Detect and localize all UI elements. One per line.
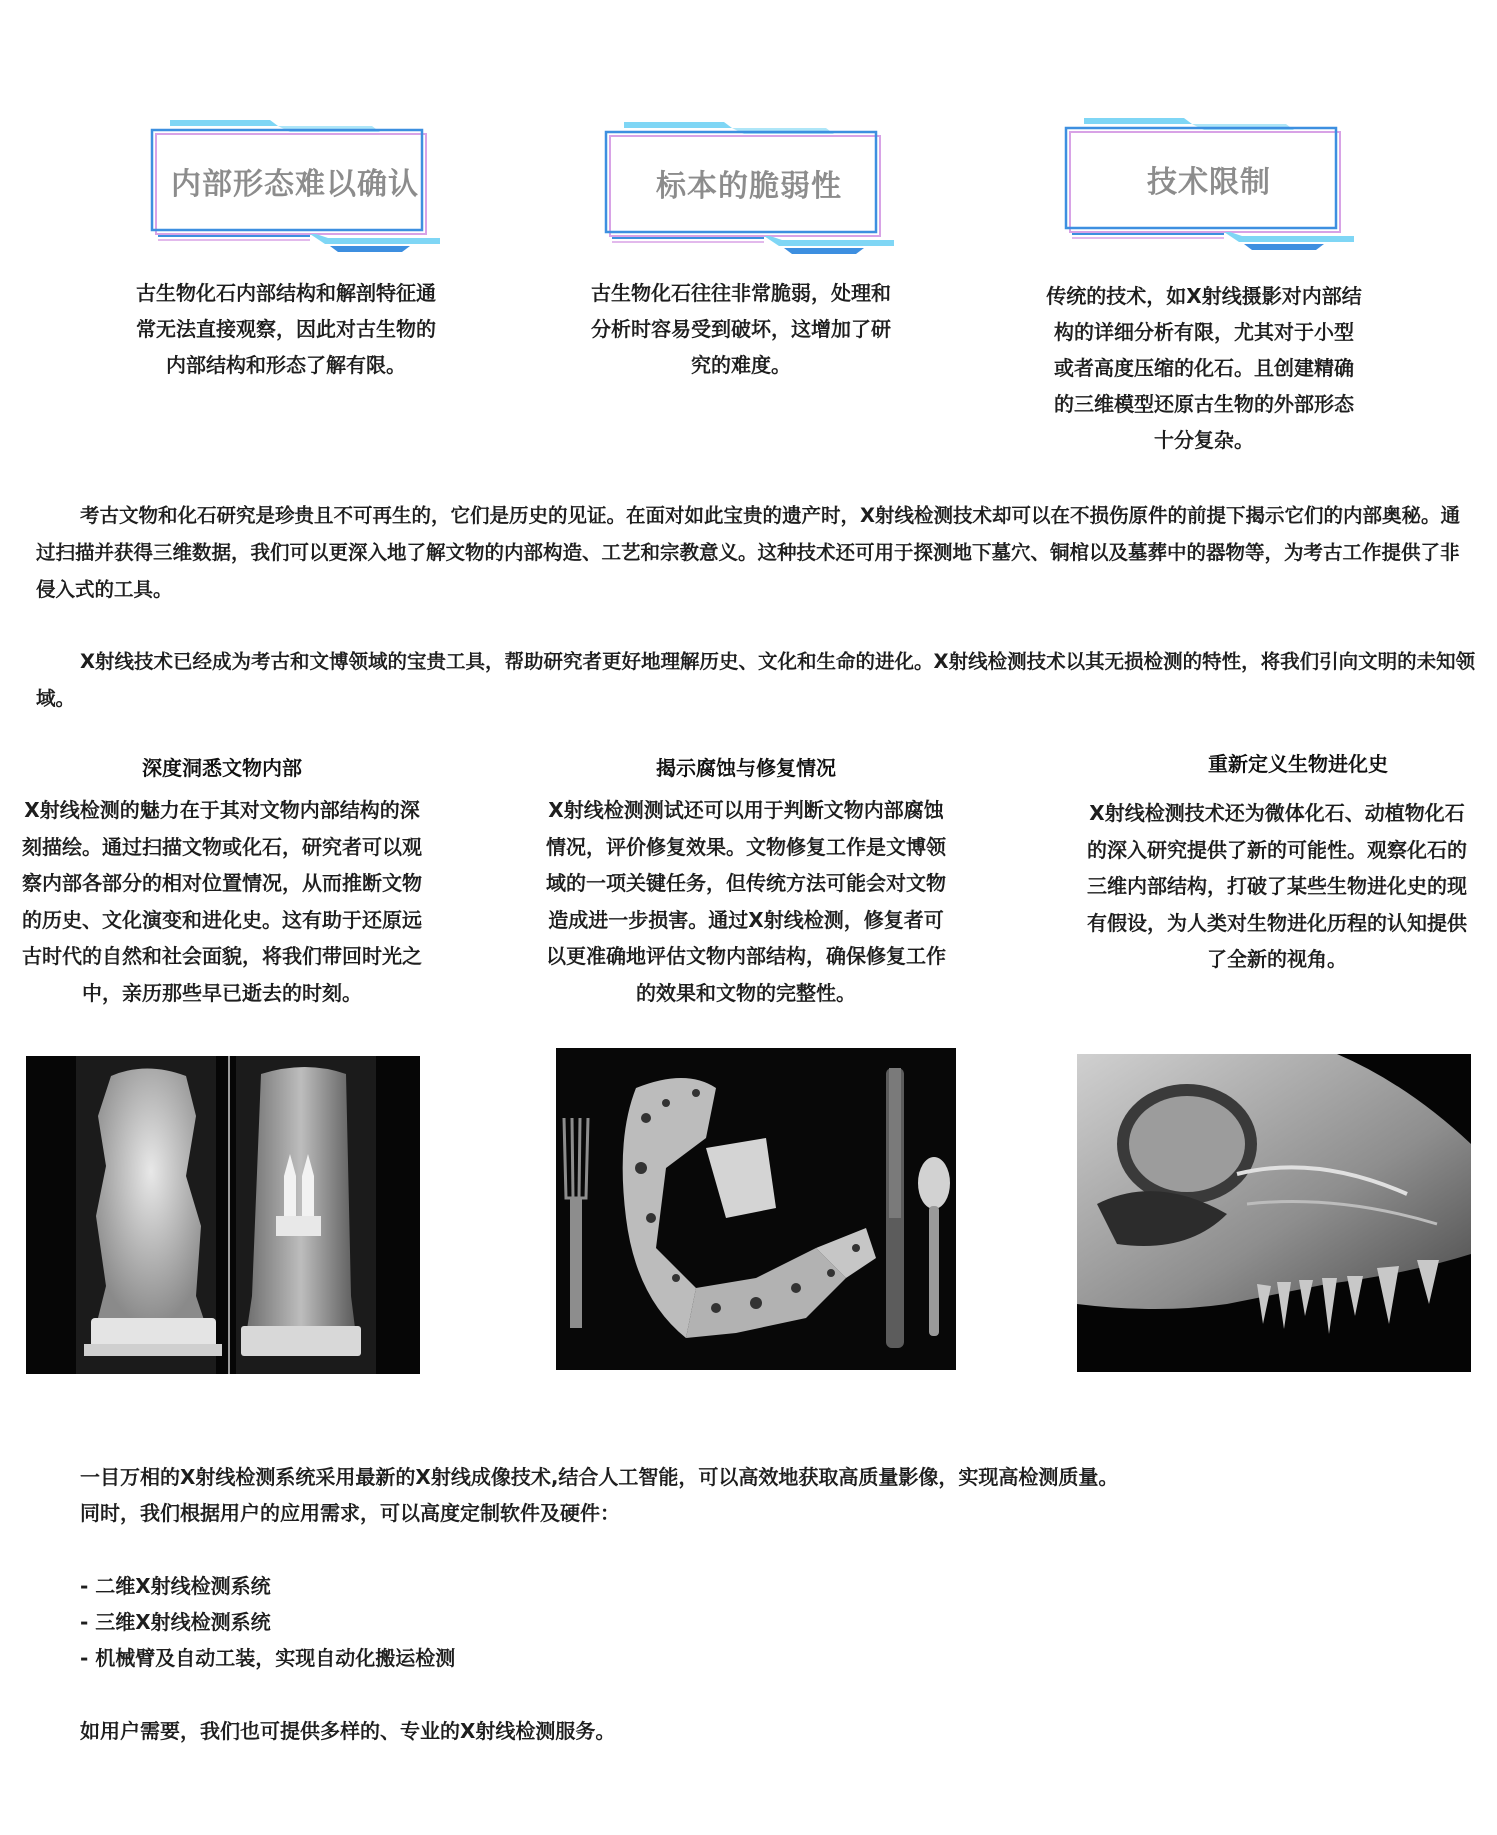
section-title-3: 重新定义生物进化史 xyxy=(1208,752,1388,776)
bottom-list-item-3: - 机械臂及自动工装，实现自动化搬运检测 xyxy=(80,1646,456,1670)
section-desc-1: X射线检测的魅力在于其对文物内部结构的深刻描绘。通过扫描文物或化石，研究者可以观察内部各部分的相对位置情况，从而推断文物的历史、文化演变和进化史。这有助于还原远古时代的自然和社会面貌，将我们带回时光之中，亲历那些早已逝去的时刻。 xyxy=(22,798,422,1005)
challenge-desc-3: 传统的技术，如X射线摄影对内部结构的详细分析有限，尤其对于小型或者高度压缩的化石。且创建精确的三维模型还原古生物的外部形态十分复杂。 xyxy=(1046,284,1362,452)
challenge-desc-2: 古生物化石往往非常脆弱，处理和分析时容易受到破坏，这增加了研究的难度。 xyxy=(591,281,891,377)
bottom-list-item-1: - 二维X射线检测系统 xyxy=(80,1574,271,1598)
bottom-list-item-2: - 三维X射线检测系统 xyxy=(80,1610,271,1634)
xray-plate-graphic xyxy=(556,1048,956,1370)
section-desc-2: X射线检测测试还可以用于判断文物内部腐蚀情况，评价修复效果。文物修复工作是文博领域的一项关键任务，但传统方法可能会对文物造成进一步损害。通过X射线检测，修复者可以更准确地评估文物内部结构，确保修复工作的效果和文物的完整性。 xyxy=(546,798,946,1005)
section-desc-3: X射线检测技术还为微体化石、动植物化石的深入研究提供了新的可能性。观察化石的三维内部结构，打破了某些生物进化史的现有假设，为人类对生物进化历程的认知提供了全新的视角。 xyxy=(1087,801,1467,971)
challenge-frame-3 xyxy=(1064,116,1354,252)
xray-artifact-image xyxy=(26,1056,420,1374)
section-title-2: 揭示腐蚀与修复情况 xyxy=(656,756,836,780)
bottom-closing: 如用户需要，我们也可提供多样的、专业的X射线检测服务。 xyxy=(80,1719,616,1743)
bottom-line-2: 同时，我们根据用户的应用需求，可以高度定制软件及硬件： xyxy=(80,1501,620,1525)
challenge-title-1: 内部形态难以确认 xyxy=(171,167,419,202)
challenge-title-2: 标本的脆弱性 xyxy=(656,169,842,204)
xray-plate-image xyxy=(556,1048,956,1370)
intro-paragraph-1: 考古文物和化石研究是珍贵且不可再生的，它们是历史的见证。在面对如此宝贵的遗产时，X射线检测技术却可以在不损伤原件的前提下揭示它们的内部奥秘。通过扫描并获得三维数据，我们可以更深入地了解文物的内部构造、工艺和宗教意义。这种技术还可用于探测地下墓穴、铜棺以及墓葬中的器物等，为考古工作提供了非侵入式的工具。 xyxy=(36,504,1461,601)
challenge-desc-1: 古生物化石内部结构和解剖特征通常无法直接观察，因此对古生物的内部结构和形态了解有限。 xyxy=(136,281,436,377)
challenge-frame-1 xyxy=(150,118,440,254)
section-title-1: 深度洞悉文物内部 xyxy=(142,756,302,780)
ct-skull-image xyxy=(1077,1054,1471,1372)
xray-artifact-graphic xyxy=(26,1056,420,1374)
challenge-frame-2 xyxy=(604,120,894,256)
intro-paragraph-2: X射线技术已经成为考古和文博领域的宝贵工具，帮助研究者更好地理解历史、文化和生命的进化。X射线检测技术以其无损检测的特性，将我们引向文明的未知领域。 xyxy=(36,650,1476,710)
bottom-line-1: 一目万相的X射线检测系统采用最新的X射线成像技术,结合人工智能，可以高效地获取高质量影像，实现高检测质量。 xyxy=(80,1465,1119,1489)
challenge-title-3: 技术限制 xyxy=(1147,165,1271,200)
ct-skull-graphic xyxy=(1077,1054,1471,1372)
